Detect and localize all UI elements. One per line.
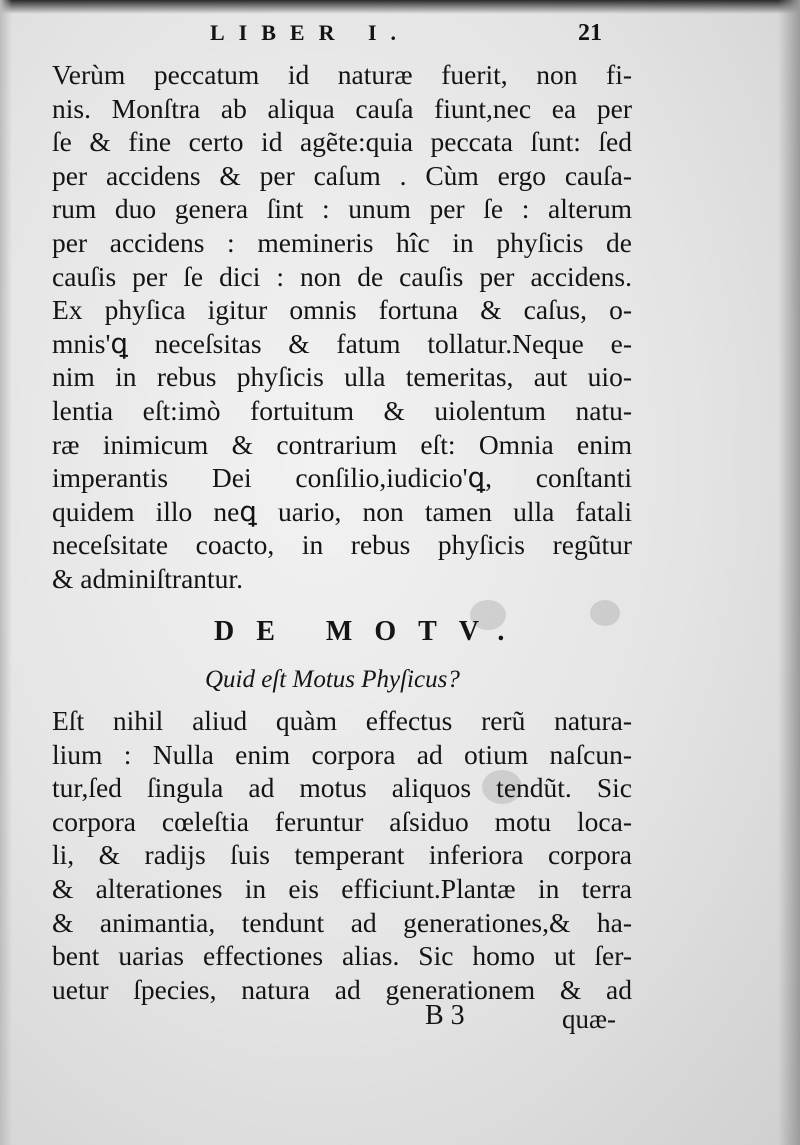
text-line: li, & radijs ſuis temperant inferiora corpora	[52, 839, 632, 871]
text-line: rum duo genera ſint : unum per ſe : alterum	[52, 193, 632, 225]
text-line: uetur ſpecies, natura ad generationem & ad	[52, 973, 632, 1005]
page-left-shadow	[0, 0, 12, 1145]
text-line: & adminiſtrantur.	[52, 562, 243, 594]
text-line: Verùm peccatum id naturæ fuerit, non fi-	[52, 59, 632, 90]
text-line: lentia eſt:imò fortuitum & uiolentum natu-	[52, 394, 632, 426]
text-line: per accidens : memineris hîc in phyſicis de	[52, 226, 632, 258]
text-line: Ex phyſica igitur omnis fortuna & caſus, o-	[52, 294, 632, 326]
text-line: nis. Monſtra ab aliqua cauſa fiunt,nec ea per	[52, 92, 632, 124]
page-top-shadow	[0, 0, 800, 14]
paragraph-2	[52, 704, 632, 1006]
section-heading: DE MOTV.	[214, 616, 527, 647]
text-line: corpora cœleſtia feruntur aſsiduo motu loca-	[52, 805, 632, 837]
paragraph-1	[52, 58, 632, 596]
running-head: LIBER I.	[210, 20, 411, 45]
text-line: ſe & fine certo id agẽte:quia peccata ſunt: ſed	[52, 126, 632, 158]
text-line: Eſt nihil aliud quàm effectus rerũ natura-	[52, 705, 632, 736]
question-heading: Quid eſt Motus Phyſicus?	[205, 666, 460, 693]
text-line: nim in rebus phyſicis ulla temeritas, aut uio-	[52, 361, 632, 393]
ink-blot	[590, 600, 620, 626]
text-line: neceſsitate coacto, in rebus phyſicis regũtur	[52, 529, 632, 561]
text-line: imperantis Dei conſilio,iudicio'ꝗ, conſtanti	[52, 462, 632, 494]
text-line: quidem illo neꝗ uario, non tamen ulla fatali	[52, 495, 632, 527]
text-line: & animantia, tendunt ad generationes,& ha-	[52, 906, 632, 938]
page-number: 21	[578, 20, 602, 46]
page-right-shadow	[778, 0, 800, 1145]
text-line: cauſis per ſe dici : non de cauſis per accidens.	[52, 260, 632, 292]
signature-mark: B 3	[425, 1000, 465, 1031]
text-line: per accidens & per caſum . Cùm ergo cauſa-	[52, 159, 632, 191]
text-line: ræ inimicum & contrarium eſt: Omnia enim	[52, 428, 632, 460]
catchword: quæ-	[562, 1004, 616, 1034]
text-line: & alterationes in eis efficiunt.Plantæ in terra	[52, 872, 632, 904]
text-line: lium : Nulla enim corpora ad otium naſcun-	[52, 738, 632, 770]
text-line: mnis'ꝗ neceſsitas & fatum tollatur.Neque e-	[52, 327, 632, 359]
text-line: bent uarias effectiones alias. Sic homo ut ſer-	[52, 940, 632, 972]
text-line: tur,ſed ſingula ad motus aliquos tendũt. Sic	[52, 772, 632, 804]
